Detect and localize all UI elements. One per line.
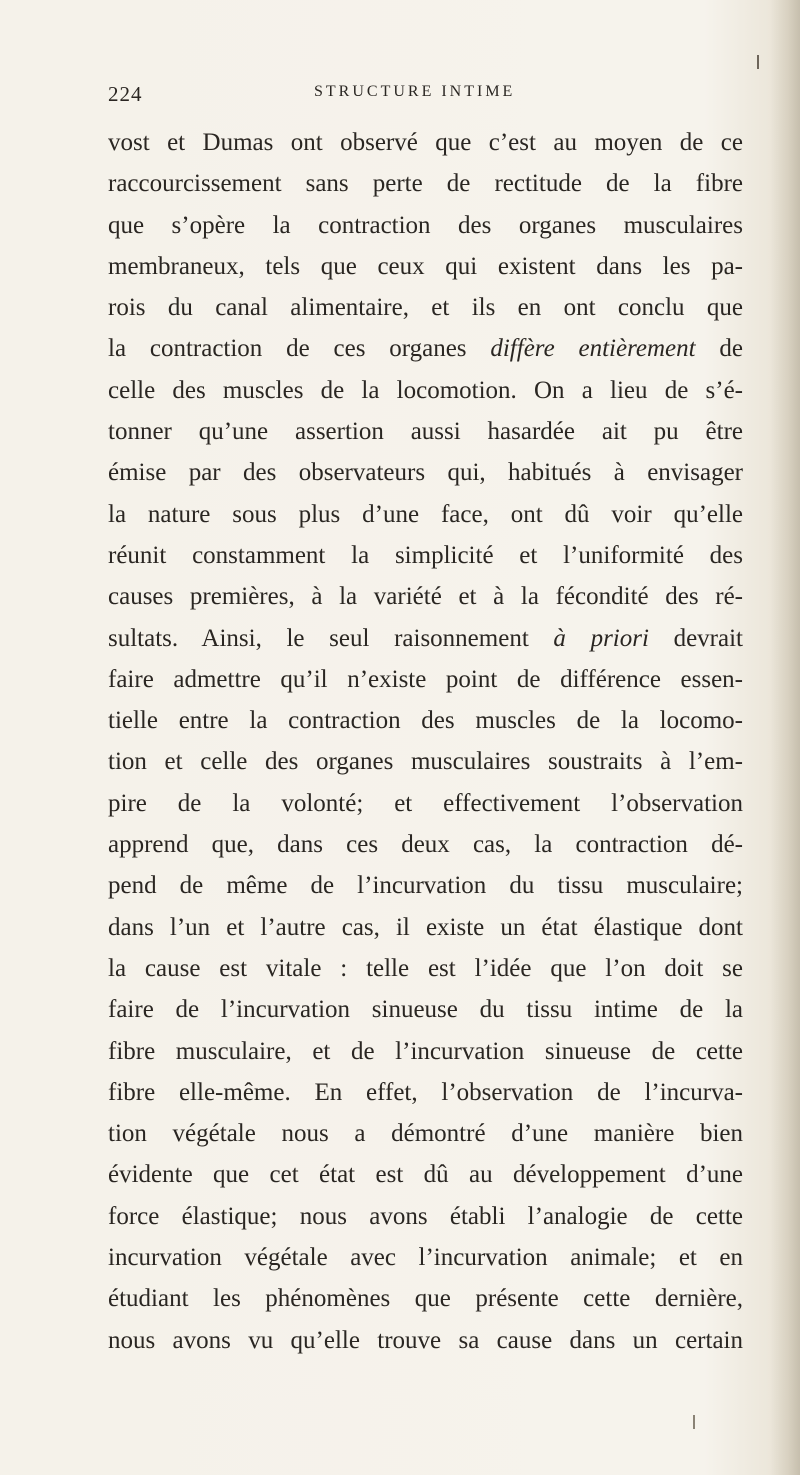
text-line: évidente que cet état est dû au développement d’une — [108, 1161, 743, 1189]
text-line: pend de même de l’incurvation du tissu musculaire; — [108, 872, 743, 900]
text-segment: sultats. Ainsi, le seul raisonnement — [108, 624, 554, 652]
page-edge-shadow — [770, 0, 800, 1475]
text-line: incurvation végétale avec l’incurvation animale; et en — [108, 1244, 743, 1272]
text-line: tion et celle des organes musculaires soustraits à l’em- — [108, 748, 743, 776]
text-line: apprend que, dans ces deux cas, la contraction dé- — [108, 831, 743, 859]
italic-emphasis: à priori — [553, 624, 649, 652]
text-line: causes premières, à la variété et à la fécondité des ré- — [108, 583, 743, 611]
text-line: la cause est vitale : telle est l’idée que l’on doit se — [108, 954, 743, 982]
text-line: dans l’un et l’autre cas, il existe un état élastique dont — [108, 913, 743, 941]
text-segment: devrait — [648, 624, 743, 652]
ink-mark — [757, 55, 759, 69]
text-line: tielle entre la contraction des muscles de la locomo- — [108, 707, 743, 735]
text-line: tion végétale nous a démontré d’une manière bien — [108, 1120, 743, 1148]
body-text — [108, 122, 748, 1361]
text-line: nous avons vu qu’elle trouve sa cause dans un certain — [108, 1326, 743, 1354]
text-line: faire de l’incurvation sinueuse du tissu intime de la — [108, 996, 743, 1024]
text-line: fibre elle-même. En effet, l’observation de l’incurva- — [108, 1078, 743, 1106]
text-line: la nature sous plus d’une face, ont dû voir qu’elle — [108, 500, 743, 528]
text-line: réunit constamment la simplicité et l’uniformité des — [108, 541, 743, 569]
running-title: STRUCTURE INTIME — [314, 83, 516, 100]
text-line: membraneux, tels que ceux qui existent dans les pa- — [108, 252, 743, 280]
text-line: raccourcissement sans perte de rectitude de la fibre — [108, 170, 743, 198]
text-line: celle des muscles de la locomotion. On a lieu de s’é- — [108, 376, 743, 404]
text-line: fibre musculaire, et de l’incurvation sinueuse de cette — [108, 1037, 743, 1065]
text-line: force élastique; nous avons établi l’analogie de cette — [108, 1202, 743, 1230]
text-line — [108, 328, 743, 369]
text-segment: la contraction de ces organes — [108, 335, 491, 363]
text-line: rois du canal alimentaire, et ils en ont conclu que — [108, 294, 743, 322]
text-line — [108, 618, 743, 659]
text-line: étudiant les phénomènes que présente cette dernière, — [108, 1285, 743, 1313]
page-number: 224 — [108, 82, 143, 106]
text-line: émise par des observateurs qui, habitués à envisager — [108, 459, 743, 487]
text-segment: de — [695, 335, 743, 363]
text-line: vost et Dumas ont observé que c’est au moyen de ce — [108, 129, 743, 156]
text-line: faire admettre qu’il n’existe point de différence essen- — [108, 665, 743, 693]
text-line: pire de la volonté; et effectivement l’observation — [108, 789, 743, 817]
italic-emphasis: diffère entièrement — [490, 335, 696, 363]
ink-mark — [693, 1415, 695, 1429]
text-line: que s’opère la contraction des organes musculaires — [108, 211, 743, 239]
text-line: tonner qu’une assertion aussi hasardée ait pu être — [108, 418, 743, 446]
running-header — [108, 82, 708, 112]
